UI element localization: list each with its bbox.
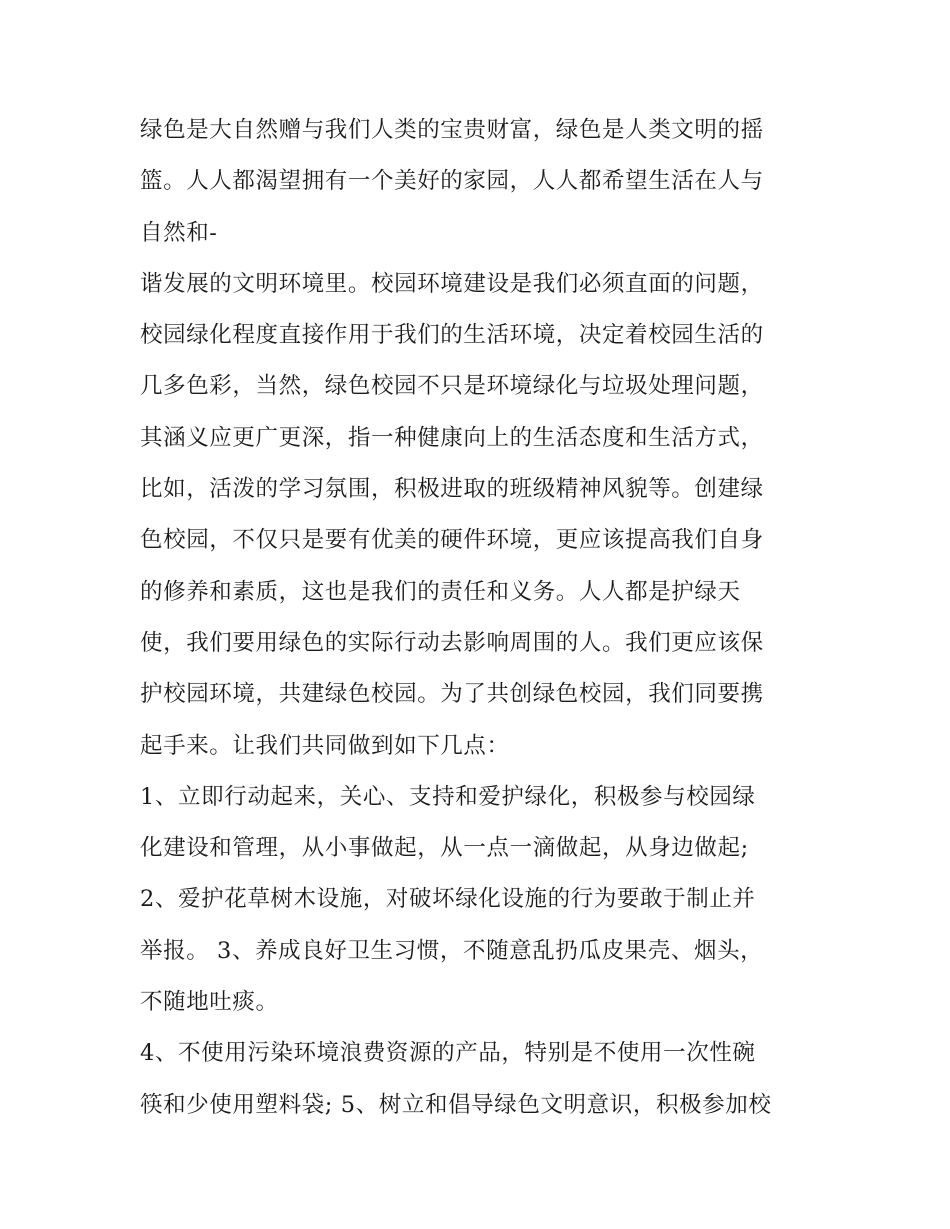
text-line: 1、立即行动起来，关心、支持和爱护绿化，积极参与校园绿: [140, 783, 756, 810]
text-line: 起手来。让我们共同做到如下几点：: [140, 732, 510, 759]
text-line: 篮。人人都渴望拥有一个美好的家园，人人都希望生活在人与: [140, 168, 764, 195]
text-line: 其涵义应更广更深，指一种健康向上的生活态度和生活方式，: [140, 424, 764, 451]
text-line: 校园绿化程度直接作用于我们的生活环境，决定着校园生活的: [140, 322, 764, 349]
text-line: 使，我们要用绿色的实际行动去影响周围的人。我们更应该保: [140, 629, 764, 656]
text-line: 比如，活泼的学习氛围，积极进取的班级精神风貌等。创建绿: [140, 476, 764, 503]
text-line: 的修养和素质，这也是我们的责任和义务。人人都是护绿天: [140, 578, 741, 605]
text-line: 谐发展的文明环境里。校园环境建设是我们必须直面的问题，: [140, 270, 764, 297]
text-line: 几多色彩，当然，绿色校园不只是环境绿化与垃圾处理问题，: [140, 373, 764, 400]
text-line: 举报。 3、养成良好卫生习惯，不随意乱扔瓜皮果壳、烟头，: [140, 937, 764, 964]
body-text: [140, 108, 820, 1134]
text-line: 4、不使用污染环境浪费资源的产品，特别是不使用一次性碗: [140, 1040, 756, 1067]
text-line: 不随地吐痰。: [140, 989, 279, 1016]
text-line: 筷和少使用塑料袋; 5、树立和倡导绿色文明意识，积极参加校: [140, 1091, 772, 1118]
text-line: 护校园环境，共建绿色校园。为了共创绿色校园，我们同要携: [140, 681, 764, 708]
text-line: 化建设和管理，从小事做起，从一点一滴做起，从身边做起;: [140, 835, 749, 862]
text-line: 绿色是大自然赠与我们人类的宝贵财富，绿色是人类文明的摇: [140, 117, 764, 143]
text-line: 自然和-: [140, 219, 218, 246]
text-line: 2、爱护花草树木设施，对破坏绿化设施的行为要敢于制止并: [140, 886, 756, 913]
text-line: 色校园，不仅只是要有优美的硬件环境，更应该提高我们自身: [140, 527, 764, 554]
